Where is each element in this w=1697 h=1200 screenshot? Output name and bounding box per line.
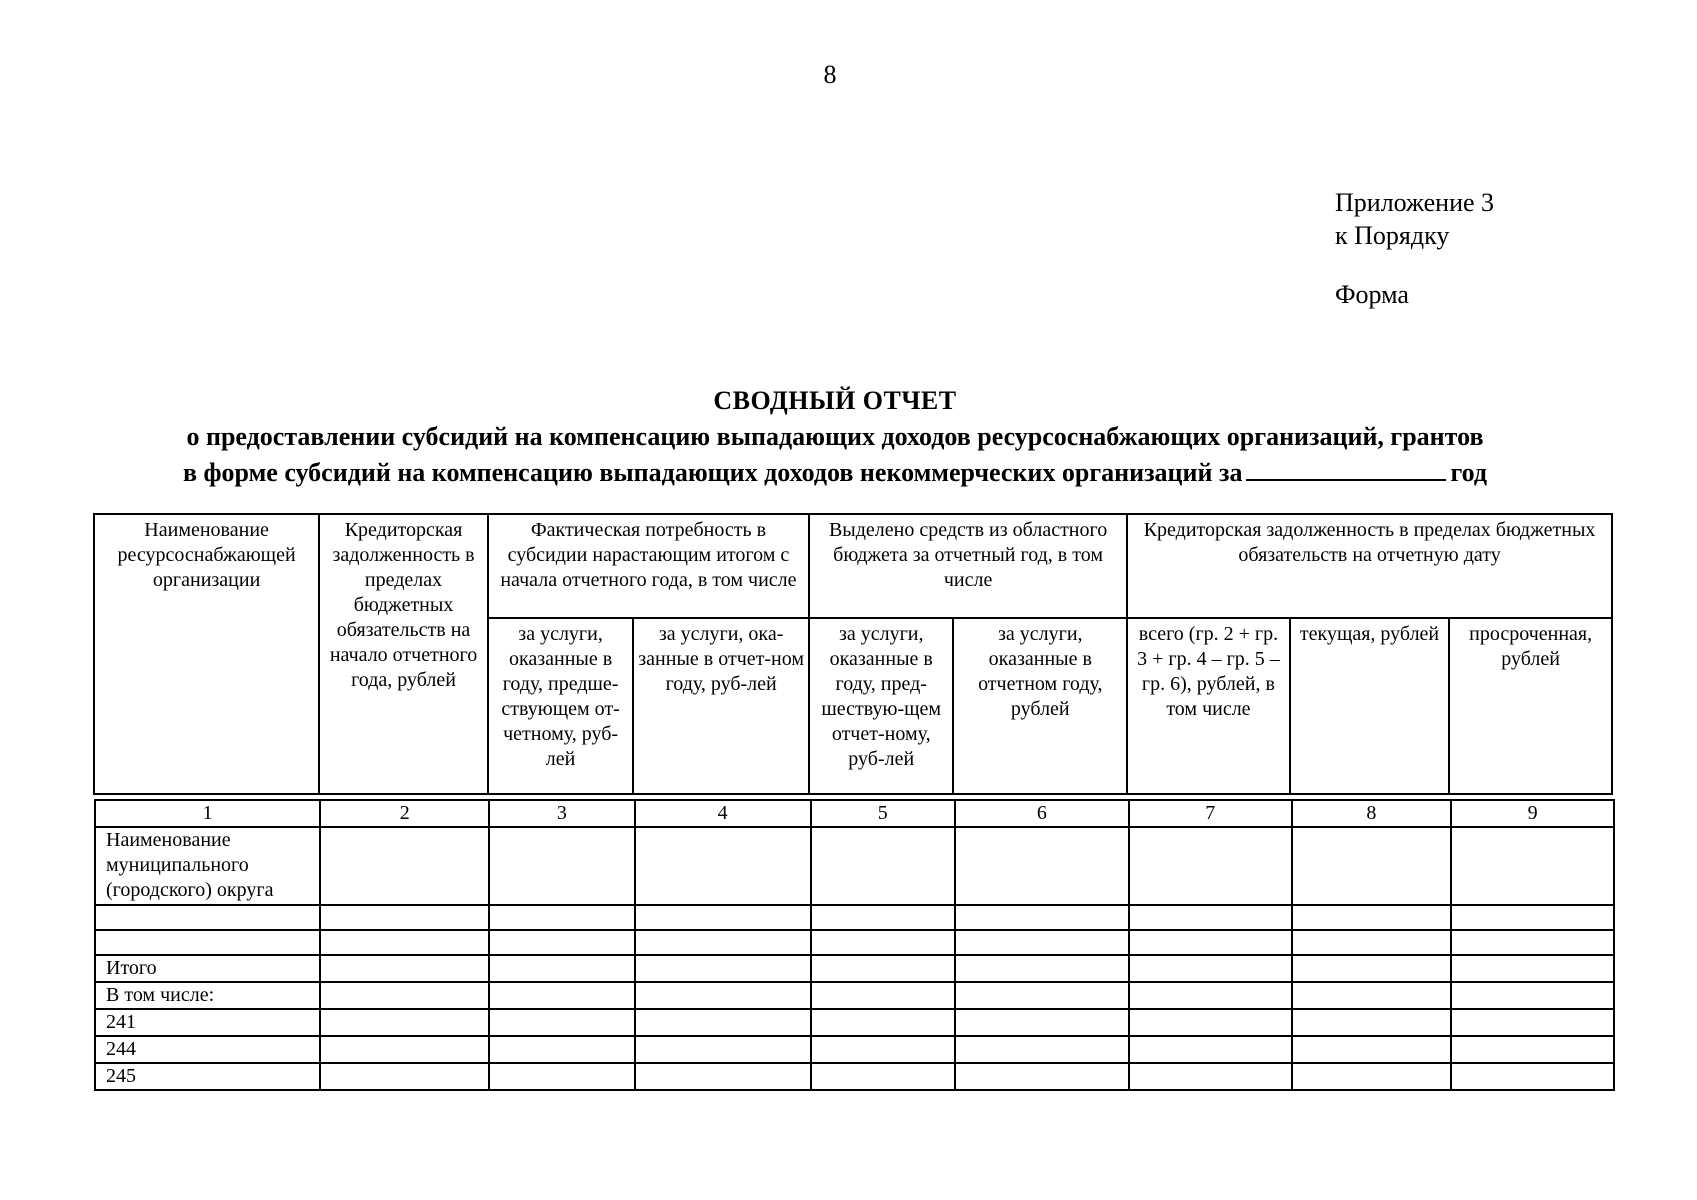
document-title bbox=[95, 383, 1575, 491]
table-cell[interactable] bbox=[955, 827, 1129, 905]
table-cell[interactable] bbox=[635, 827, 811, 905]
title-main: СВОДНЫЙ ОТЧЕТ bbox=[713, 386, 957, 415]
table-cell[interactable] bbox=[489, 1009, 635, 1036]
table-cell[interactable] bbox=[635, 1063, 811, 1090]
table-cell[interactable] bbox=[1292, 955, 1452, 982]
table-cell[interactable] bbox=[320, 827, 489, 905]
table-cell[interactable] bbox=[1451, 982, 1614, 1009]
table-cell[interactable] bbox=[1292, 982, 1452, 1009]
appendix-line1: Приложение 3 bbox=[1335, 188, 1495, 217]
row-label[interactable] bbox=[95, 905, 320, 930]
table-cell[interactable] bbox=[1292, 930, 1452, 955]
table-row bbox=[95, 930, 1614, 955]
table-cell[interactable] bbox=[489, 1063, 635, 1090]
row-label: 244 bbox=[95, 1036, 320, 1063]
table-cell[interactable] bbox=[955, 905, 1129, 930]
column-number: 2 bbox=[320, 800, 489, 827]
table-cell[interactable] bbox=[635, 930, 811, 955]
table-row bbox=[95, 955, 1614, 982]
table-cell[interactable] bbox=[1129, 982, 1292, 1009]
table-cell[interactable] bbox=[1292, 905, 1452, 930]
column-number: 3 bbox=[489, 800, 635, 827]
title-line3-after: год bbox=[1450, 458, 1488, 487]
table-cell[interactable] bbox=[635, 1036, 811, 1063]
table-cell[interactable] bbox=[811, 905, 956, 930]
report-header-table bbox=[93, 513, 1613, 795]
table-cell[interactable] bbox=[320, 930, 489, 955]
header-actual-need: Фактическая потребность в субсидии нарастающим итогом с начала отчетного года, в том числе bbox=[488, 514, 809, 618]
table-cell[interactable] bbox=[811, 955, 956, 982]
header-alloc-current-year: за услуги, оказанные в отчетном году, рублей bbox=[953, 618, 1127, 794]
table-cell[interactable] bbox=[1129, 955, 1292, 982]
column-number: 6 bbox=[955, 800, 1129, 827]
table-cell[interactable] bbox=[489, 982, 635, 1009]
table-row bbox=[95, 1009, 1614, 1036]
header-org-name: Наименование ресурсоснабжающей организации bbox=[94, 514, 319, 794]
form-label: Форма bbox=[1335, 280, 1409, 309]
row-label: В том числе: bbox=[95, 982, 320, 1009]
table-cell[interactable] bbox=[1129, 1036, 1292, 1063]
table-cell[interactable] bbox=[1451, 955, 1614, 982]
table-cell[interactable] bbox=[1451, 1009, 1614, 1036]
row-label[interactable] bbox=[95, 930, 320, 955]
table-cell[interactable] bbox=[320, 1036, 489, 1063]
table-cell[interactable] bbox=[320, 1063, 489, 1090]
table-cell[interactable] bbox=[955, 982, 1129, 1009]
column-number: 5 bbox=[811, 800, 956, 827]
header-debt-total: всего (гр. 2 + гр. 3 + гр. 4 – гр. 5 – гр. 6), рублей, в том числе bbox=[1127, 618, 1290, 794]
table-cell[interactable] bbox=[1292, 827, 1452, 905]
header-need-prev-year: за услуги, оказанные в году, предше-ствующем от-четному, руб-лей bbox=[488, 618, 633, 794]
table-cell[interactable] bbox=[320, 982, 489, 1009]
table-cell[interactable] bbox=[1292, 1063, 1452, 1090]
column-number: 7 bbox=[1129, 800, 1292, 827]
row-label: 245 bbox=[95, 1063, 320, 1090]
table-cell[interactable] bbox=[320, 955, 489, 982]
table-cell[interactable] bbox=[1129, 930, 1292, 955]
table-cell[interactable] bbox=[1451, 1036, 1614, 1063]
table-cell[interactable] bbox=[1129, 905, 1292, 930]
table-cell[interactable] bbox=[1451, 827, 1614, 905]
table-cell[interactable] bbox=[635, 982, 811, 1009]
column-number-row bbox=[95, 800, 1614, 827]
appendix-block bbox=[1335, 186, 1494, 311]
header-debt-start: Кредиторская задолженность в пределах бюджетных обязательств на начало отчетного года, рублей bbox=[319, 514, 488, 794]
column-number: 9 bbox=[1451, 800, 1614, 827]
header-debt-current: текущая, рублей bbox=[1290, 618, 1450, 794]
table-cell[interactable] bbox=[1292, 1009, 1452, 1036]
table-row bbox=[95, 1063, 1614, 1090]
title-line3 bbox=[95, 455, 1575, 491]
table-cell[interactable] bbox=[1451, 905, 1614, 930]
header-debt-overdue: просроченная, рублей bbox=[1449, 618, 1612, 794]
row-label: 241 bbox=[95, 1009, 320, 1036]
table-cell[interactable] bbox=[811, 930, 956, 955]
table-cell[interactable] bbox=[811, 1063, 956, 1090]
table-cell[interactable] bbox=[635, 955, 811, 982]
table-cell[interactable] bbox=[955, 1009, 1129, 1036]
column-number: 4 bbox=[635, 800, 811, 827]
table-cell[interactable] bbox=[489, 1036, 635, 1063]
table-cell[interactable] bbox=[489, 905, 635, 930]
year-blank-field bbox=[1246, 457, 1446, 481]
table-cell[interactable] bbox=[955, 955, 1129, 982]
table-cell[interactable] bbox=[955, 1036, 1129, 1063]
column-number: 1 bbox=[95, 800, 320, 827]
table-cell[interactable] bbox=[1451, 1063, 1614, 1090]
table-row bbox=[95, 1036, 1614, 1063]
table-row bbox=[95, 905, 1614, 930]
table-cell[interactable] bbox=[1129, 827, 1292, 905]
table-cell[interactable] bbox=[1292, 1036, 1452, 1063]
table-cell[interactable] bbox=[1129, 1009, 1292, 1036]
table-cell[interactable] bbox=[811, 1009, 956, 1036]
table-cell[interactable] bbox=[955, 1063, 1129, 1090]
table-cell[interactable] bbox=[489, 827, 635, 905]
appendix-line2: к Порядку bbox=[1335, 221, 1450, 250]
table-cell[interactable] bbox=[811, 982, 956, 1009]
table-row bbox=[95, 982, 1614, 1009]
table-cell[interactable] bbox=[635, 905, 811, 930]
header-need-current-year: за услуги, ока-занные в отчет-ном году, руб-лей bbox=[633, 618, 809, 794]
table-cell[interactable] bbox=[320, 905, 489, 930]
header-alloc-prev-year: за услуги, оказанные в году, пред-шествую-щем отчет-ному, руб-лей bbox=[809, 618, 953, 794]
row-label: Наименование муниципального (городского) округа bbox=[95, 827, 320, 905]
table-cell[interactable] bbox=[811, 827, 956, 905]
row-label: Итого bbox=[95, 955, 320, 982]
table-cell[interactable] bbox=[1451, 930, 1614, 955]
table-cell[interactable] bbox=[955, 930, 1129, 955]
column-number: 8 bbox=[1292, 800, 1452, 827]
table-cell[interactable] bbox=[811, 1036, 956, 1063]
page-number: 8 bbox=[823, 60, 837, 89]
table-cell[interactable] bbox=[320, 1009, 489, 1036]
title-line3-before: в форме субсидий на компенсацию выпадающих доходов некоммерческих организаций за bbox=[182, 458, 1243, 487]
header-allocated: Выделено средств из областного бюджета за отчетный год, в том числе bbox=[809, 514, 1127, 618]
header-debt-report: Кредиторская задолженность в пределах бюджетных обязательств на отчетную дату bbox=[1127, 514, 1612, 618]
report-body-table bbox=[94, 799, 1615, 1091]
table-cell[interactable] bbox=[489, 930, 635, 955]
table-cell[interactable] bbox=[635, 1009, 811, 1036]
table-cell[interactable] bbox=[1129, 1063, 1292, 1090]
table-row bbox=[95, 827, 1614, 905]
table-cell[interactable] bbox=[489, 955, 635, 982]
title-line2: о предоставлении субсидий на компенсацию выпадающих доходов ресурсоснабжающих организаций, грантов bbox=[186, 422, 1484, 451]
